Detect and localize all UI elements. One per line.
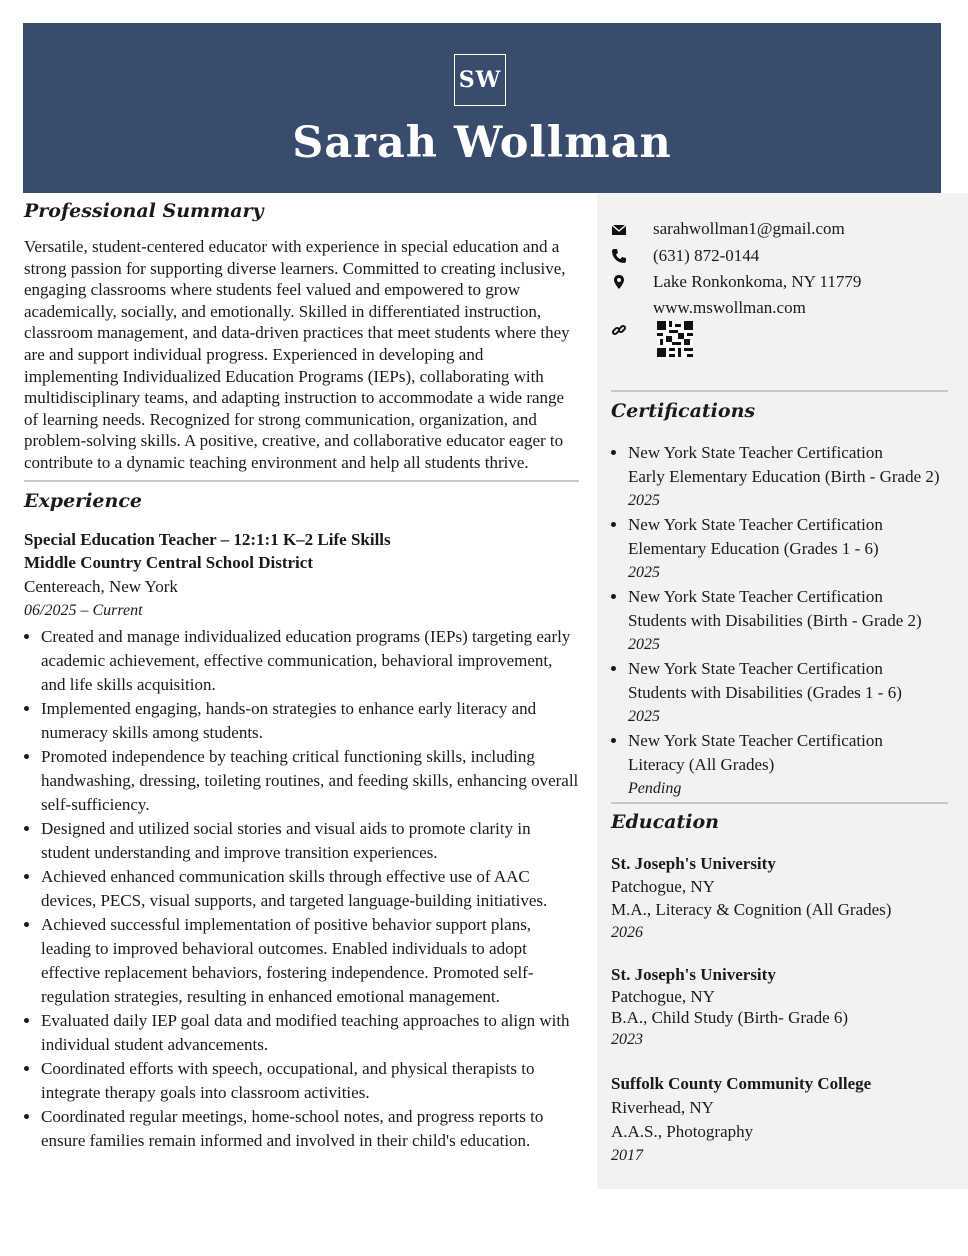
cert-name: • New York State Teacher Certification <box>628 587 883 606</box>
school-name: St. Joseph's University <box>611 854 776 873</box>
candidate-name: Sarah Wollman <box>292 118 672 168</box>
monogram: SW <box>454 54 506 106</box>
school-name: Suffolk County Community College <box>611 1074 872 1093</box>
cert-year: 2025 <box>628 564 660 581</box>
summary-text: Versatile, student-centered educator with experience in special education and a strong passion for supporting diverse learners. Committed to creating inclusive, engaging classrooms where students feel valued and empowered to grow academically, socially, and emotionally. Skilled in differentiated instruction, classroom management, and data-driven practices that meet students where they are and support individual progress. Experienced in developing and implementing Individualized Education Programs (IEPs), collaborating with multidisciplinary teams, and adapting instruction to accommodate a wide range of learning needs. Recognized for strong communication, organization, and problem-solving skills. A positive, creative, and collaborative educator eager to contribute to a dynamic teaching environment and help all students thrive. <box>24 237 570 472</box>
cert-year: 2025 <box>628 636 660 653</box>
summary-heading: Professional Summary <box>24 200 264 222</box>
school-location: Patchogue, NY <box>611 986 715 1006</box>
degree: A.A.S., Photography <box>611 1122 754 1141</box>
cert-area: Elementary Education (Grades 1 - 6) <box>628 539 879 558</box>
experience-heading: Experience <box>24 489 142 512</box>
location-pin-icon <box>611 274 627 290</box>
list-item: • Coordinated regular meetings, home-school notes, and progress reports to ensure families remain informed and involved in their child's education. <box>41 1105 579 1153</box>
education-year: 2026 <box>611 924 643 941</box>
education-entry <box>611 1072 871 1168</box>
job-bullets <box>24 625 579 1153</box>
cert-year: 2025 <box>628 492 660 509</box>
list-item: • Created and manage individualized education programs (IEPs) targeting early academic achievement, effective communication, behavioral improvement, and life skills acquisition. <box>41 625 579 697</box>
cert-name: • New York State Teacher Certification <box>628 443 883 462</box>
school-name: St. Joseph's University <box>611 965 776 984</box>
cert-area: Early Elementary Education (Birth - Grade 2) <box>628 467 940 486</box>
degree: M.A., Literacy & Cognition (All Grades) <box>611 900 892 919</box>
list-item: • Promoted independence by teaching critical functioning skills, including handwashing, dressing, toileting routines, and feeding skills, enhancing overall self-sufficiency. <box>41 745 579 817</box>
certifications-heading: Certifications <box>611 400 756 422</box>
link-icon <box>611 322 627 338</box>
list-item <box>628 657 968 729</box>
education-year: 2023 <box>611 1030 643 1048</box>
cert-area: Students with Disabilities (Grades 1 - 6) <box>628 683 902 702</box>
section-divider <box>24 480 579 482</box>
school-location: Patchogue, NY <box>611 877 715 896</box>
cert-area: Students with Disabilities (Birth - Grade 2) <box>628 611 922 630</box>
job-location: Centereach, New York <box>24 576 178 596</box>
email-icon <box>611 222 627 238</box>
education-heading: Education <box>611 811 719 833</box>
list-item: • Achieved enhanced communication skills through effective use of AAC devices, PECS, visual supports, and targeted language-building initiatives. <box>41 865 579 913</box>
cert-area: Literacy (All Grades) <box>628 755 775 774</box>
list-item <box>628 513 968 585</box>
education-entry <box>611 964 848 1050</box>
main-column <box>24 200 579 1153</box>
job-dates: 06/2025 – Current <box>24 601 143 619</box>
resume-header <box>23 23 941 193</box>
qr-code-icon <box>657 321 693 357</box>
cert-name: • New York State Teacher Certification <box>628 659 883 678</box>
list-item: • Achieved successful implementation of positive behavior support plans, leading to improved behavioral outcomes. Enabled individuals to adopt effective replacement behaviors, fostering independence. Promoted self-regulation strategies, resulting in enhanced emotional management. <box>41 913 579 1009</box>
list-item: • Implemented engaging, hands-on strategies to enhance early literacy and numeracy skills among students. <box>41 697 579 745</box>
list-item: • Coordinated efforts with speech, occupational, and physical therapists to integrate therapy goals into classroom activities. <box>41 1057 579 1105</box>
website-link[interactable]: www.mswollman.com <box>653 298 806 317</box>
job-role: Special Education Teacher – 12:1:1 K–2 Life Skills <box>24 529 391 549</box>
section-divider <box>611 802 948 804</box>
job-employer: Middle Country Central School District <box>24 552 313 572</box>
degree: B.A., Child Study (Birth- Grade 6) <box>611 1008 849 1027</box>
education-entry <box>611 852 891 945</box>
section-divider <box>611 390 948 392</box>
list-item <box>628 441 968 513</box>
phone-number: (631) 872-0144 <box>653 246 760 265</box>
list-item <box>628 585 968 657</box>
certifications-list <box>611 441 968 801</box>
education-year: 2017 <box>611 1147 643 1164</box>
school-location: Riverhead, NY <box>611 1098 714 1117</box>
email-link[interactable]: sarahwollman1@gmail.com <box>653 219 845 238</box>
job-entry <box>24 528 579 1153</box>
list-item <box>628 729 968 801</box>
cert-name: • New York State Teacher Certification <box>628 731 883 750</box>
cert-year: 2025 <box>628 708 660 725</box>
location-text: Lake Ronkonkoma, NY 11779 <box>653 272 862 291</box>
list-item: • Evaluated daily IEP goal data and modified teaching approaches to align with individual student advancements. <box>41 1009 579 1057</box>
phone-icon <box>611 248 627 264</box>
cert-name: • New York State Teacher Certification <box>628 515 883 534</box>
list-item: • Designed and utilized social stories and visual aids to promote clarity in student understanding and improve transition experiences. <box>41 817 579 865</box>
cert-year: Pending <box>628 780 682 797</box>
